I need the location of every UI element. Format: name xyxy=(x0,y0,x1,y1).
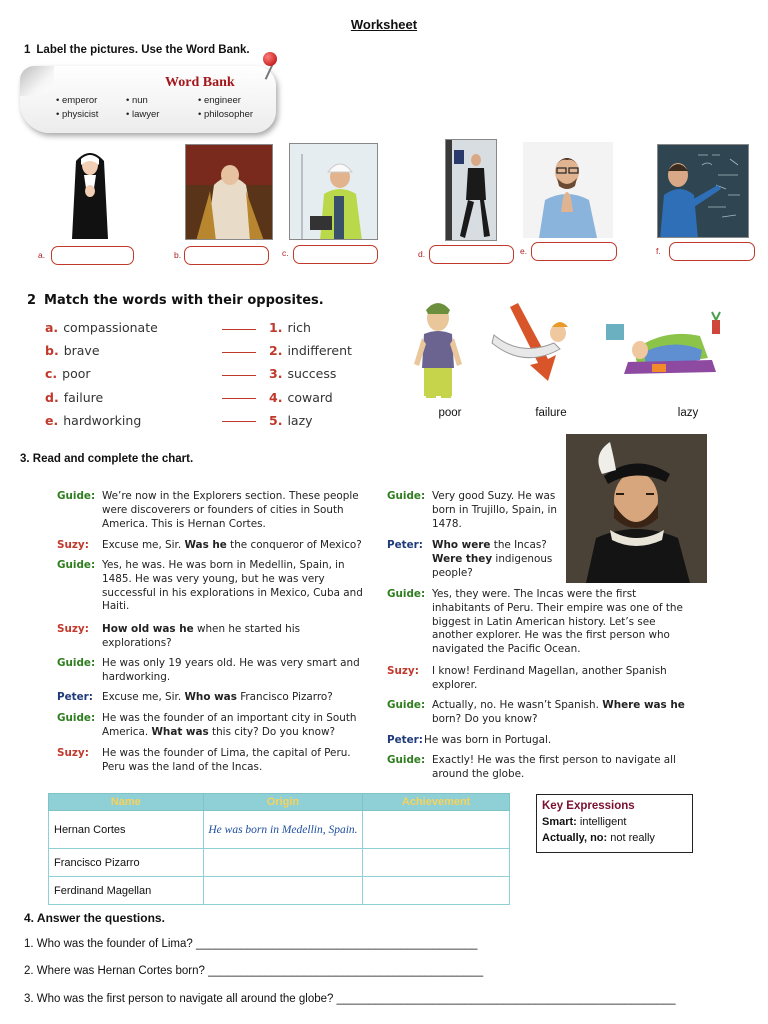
dialogue-line xyxy=(102,712,370,740)
item-word: poor xyxy=(62,366,91,382)
word-bank-item: • nun xyxy=(126,95,198,106)
dialogue-line: We’re now in the Explorers section. These people were discoverers or founders of cities in South America. This is Hernan Cortes. xyxy=(102,490,359,530)
caption-poor: poor xyxy=(438,407,462,419)
match-left-item xyxy=(45,316,158,339)
label-e: e. xyxy=(520,246,528,256)
answer-box-f[interactable] xyxy=(669,242,755,261)
section2-heading-text: Match the words with their opposites. xyxy=(44,293,324,308)
speaker-guide: Guide: xyxy=(57,712,96,724)
dialogue-line xyxy=(102,539,372,553)
speaker-peter: Peter: xyxy=(387,734,423,746)
dialogue-line: He was born in Portugal. xyxy=(424,734,552,746)
emperor-picture xyxy=(185,144,273,240)
text-segment: Excuse me, Sir. xyxy=(102,691,185,703)
dialogue-line: Yes, he was. He was born in Medellin, Spain, in 1485. He was very young, but he was very successful in his explorations in Mexico, Cuba and Haiti. xyxy=(102,559,363,613)
failure-illustration xyxy=(490,299,576,383)
lazy-illustration xyxy=(604,310,732,376)
poor-man-illustration xyxy=(410,298,468,402)
section2-number: 2 xyxy=(27,293,37,308)
cell-origin: He was born in Medellin, Spain. xyxy=(203,811,363,849)
cell-achievement[interactable] xyxy=(363,877,510,905)
dialogue-line: I know! Ferdinand Magellan, another Spanish explorer. xyxy=(432,665,667,691)
match-blank[interactable] xyxy=(222,329,256,330)
engineer-picture xyxy=(289,143,378,240)
match-left-list xyxy=(45,316,158,432)
item-word: rich xyxy=(287,320,311,335)
word-bank-item: • emperor xyxy=(56,95,126,106)
speaker-peter: Peter: xyxy=(387,539,423,551)
word-bank-item: • physicist xyxy=(56,109,126,120)
match-right-item xyxy=(269,339,352,362)
key-expression-line xyxy=(542,814,687,830)
section1-heading-text: Label the pictures. Use the Word Bank. xyxy=(36,44,250,56)
item-key: 3. xyxy=(269,366,283,382)
dialogue-line: He was the founder of Lima, the capital of Peru. Peru was the land of the Incas. xyxy=(102,747,351,773)
cell-achievement[interactable] xyxy=(363,849,510,877)
speaker-guide: Guide: xyxy=(57,559,96,571)
text-segment: this city? Do you know? xyxy=(208,725,335,738)
match-right-item xyxy=(269,386,352,409)
speaker-guide: Guide: xyxy=(387,588,426,600)
item-word: success xyxy=(287,366,337,382)
dialogue-line: Yes, they were. The Incas were the first inhabitants of Peru. Their empire was one of the biggest in Latin American history. Let’s see another explorer. He was the first person who navigated the Pacific Ocean. xyxy=(432,588,683,656)
text-segment: indigenous people? xyxy=(432,552,553,579)
text-bold: Where was he xyxy=(602,699,685,711)
match-blank[interactable] xyxy=(222,398,256,399)
item-key: 2. xyxy=(269,343,283,359)
item-key: 5. xyxy=(269,412,283,428)
dialogue-line: He was only 19 years old. He was very smart and hardworking. xyxy=(102,657,360,683)
answer-box-d[interactable] xyxy=(429,245,514,264)
text-bold: Who were xyxy=(432,539,491,551)
section4-heading: 4. Answer the questions. xyxy=(24,911,165,925)
text-bold: How old was he xyxy=(102,623,194,635)
caption-failure: failure xyxy=(535,407,567,419)
table-row xyxy=(49,811,510,849)
text-bold: Was he xyxy=(184,539,227,551)
speaker-suzy: Suzy: xyxy=(57,539,89,551)
label-f: f. xyxy=(656,246,661,256)
item-key: d. xyxy=(45,389,59,405)
text-segment: not really xyxy=(607,832,655,844)
header-name: Name xyxy=(49,794,204,811)
item-word: coward xyxy=(287,389,333,405)
pin-icon xyxy=(263,52,277,66)
cell-origin[interactable] xyxy=(203,877,363,905)
text-segment: intelligent xyxy=(576,816,627,828)
speaker-suzy: Suzy: xyxy=(387,665,419,677)
match-right-list xyxy=(269,316,352,432)
item-key: 1. xyxy=(269,320,283,335)
table-row xyxy=(49,877,510,905)
item-key: a. xyxy=(45,320,59,335)
question-2[interactable]: 2. Where was Hernan Cortes born? ___________________________________________ xyxy=(24,965,484,977)
item-word: brave xyxy=(63,343,100,359)
word-bank xyxy=(20,66,276,133)
label-c: c. xyxy=(282,248,289,258)
text-bold: Smart: xyxy=(542,816,577,828)
label-a: a. xyxy=(38,250,46,260)
item-word: compassionate xyxy=(63,320,158,335)
speaker-suzy: Suzy: xyxy=(57,623,89,635)
speaker-guide: Guide: xyxy=(387,490,426,502)
text-segment: the conqueror of Mexico? xyxy=(226,539,362,551)
table-row xyxy=(49,849,510,877)
word-bank-title: Word Bank xyxy=(165,75,235,90)
worksheet-title: Worksheet xyxy=(350,17,418,32)
header-origin: Origin xyxy=(203,794,363,811)
match-left-item xyxy=(45,362,158,385)
question-3[interactable]: 3. Who was the first person to navigate all around the globe? _____________________________________________________ xyxy=(24,993,676,1005)
answer-box-b[interactable] xyxy=(184,246,269,265)
item-word: indifferent xyxy=(287,343,352,359)
text-bold: Actually, no: xyxy=(542,832,608,844)
word-bank-list xyxy=(56,95,276,120)
text-segment: Excuse me, Sir. xyxy=(102,539,185,551)
cell-name: Hernan Cortes xyxy=(49,811,204,849)
text-segment: He was the founder of an important city in South America. xyxy=(102,712,357,738)
nun-picture xyxy=(62,143,118,240)
match-blank[interactable] xyxy=(222,375,256,376)
dialogue-line: Very good Suzy. He was born in Trujillo, Spain, in 1478. xyxy=(432,490,558,530)
item-word: lazy xyxy=(287,412,313,428)
cell-origin[interactable] xyxy=(203,849,363,877)
speaker-guide: Guide: xyxy=(57,657,96,669)
question-1[interactable]: 1. Who was the founder of Lima? ____________________________________________ xyxy=(24,938,478,950)
item-key: 4. xyxy=(269,389,283,405)
text-segment: Francisco Pizarro? xyxy=(236,691,333,703)
item-key: e. xyxy=(45,412,59,428)
match-right-item xyxy=(269,409,352,432)
word-bank-item: • lawyer xyxy=(126,109,198,120)
physicist-picture xyxy=(657,144,749,238)
dialogue-line xyxy=(432,699,694,727)
philosopher-picture xyxy=(523,142,613,238)
label-d: d. xyxy=(418,249,426,259)
key-expressions-title: Key Expressions xyxy=(542,800,635,812)
text-bold: Were they xyxy=(432,552,493,565)
section1-heading xyxy=(24,44,250,56)
header-achievement: Achievement xyxy=(363,794,510,811)
item-key: b. xyxy=(45,343,59,359)
text-bold: What was xyxy=(151,725,209,738)
speaker-guide: Guide: xyxy=(387,754,426,766)
word-bank-item: • philosopher xyxy=(198,109,276,120)
section3-heading: 3. Read and complete the chart. xyxy=(20,453,194,465)
key-expressions-box xyxy=(536,794,693,853)
match-left-item xyxy=(45,409,158,432)
word-bank-item: • engineer xyxy=(198,95,276,106)
speaker-peter: Peter: xyxy=(57,691,93,703)
text-bold: Who was xyxy=(184,691,237,703)
answer-box-a[interactable] xyxy=(51,246,134,265)
chart-header-row xyxy=(49,794,510,811)
dialogue-line: Exactly! He was the first person to navigate all around the globe. xyxy=(432,754,676,780)
match-right-item xyxy=(269,316,352,339)
match-left-item xyxy=(45,339,158,362)
speaker-guide: Guide: xyxy=(57,490,96,502)
match-blank[interactable] xyxy=(222,352,256,353)
match-blank[interactable] xyxy=(222,421,256,422)
lawyer-picture xyxy=(445,139,497,241)
label-b: b. xyxy=(174,250,182,260)
pin-stick xyxy=(265,64,274,79)
cell-name: Ferdinand Magellan xyxy=(49,877,204,905)
speaker-suzy: Suzy: xyxy=(57,747,89,759)
text-segment: the Incas? xyxy=(490,539,547,551)
item-key: c. xyxy=(45,366,58,382)
key-expression-line xyxy=(542,830,687,846)
cell-achievement[interactable] xyxy=(363,811,510,849)
dialogue-line xyxy=(102,691,372,705)
section2-heading xyxy=(27,293,324,308)
item-word: hardworking xyxy=(63,412,142,428)
caption-lazy: lazy xyxy=(677,407,699,419)
match-right-item xyxy=(269,362,352,385)
hernan-cortes-portrait xyxy=(566,434,707,583)
page-curl-decoration xyxy=(20,66,54,96)
item-word: failure xyxy=(63,389,104,405)
section1-number: 1 xyxy=(24,44,31,56)
text-segment: Actually, no. He wasn’t Spanish. xyxy=(432,699,603,711)
match-left-item xyxy=(45,386,158,409)
cell-name: Francisco Pizarro xyxy=(49,849,204,877)
answer-box-e[interactable] xyxy=(531,242,617,261)
text-segment: born? Do you know? xyxy=(432,712,538,725)
dialogue-line xyxy=(102,623,342,651)
explorers-chart xyxy=(48,793,510,905)
text-segment: when he started his explorations? xyxy=(102,623,300,649)
dialogue-line xyxy=(432,539,560,580)
answer-box-c[interactable] xyxy=(293,245,378,264)
speaker-guide: Guide: xyxy=(387,699,426,711)
